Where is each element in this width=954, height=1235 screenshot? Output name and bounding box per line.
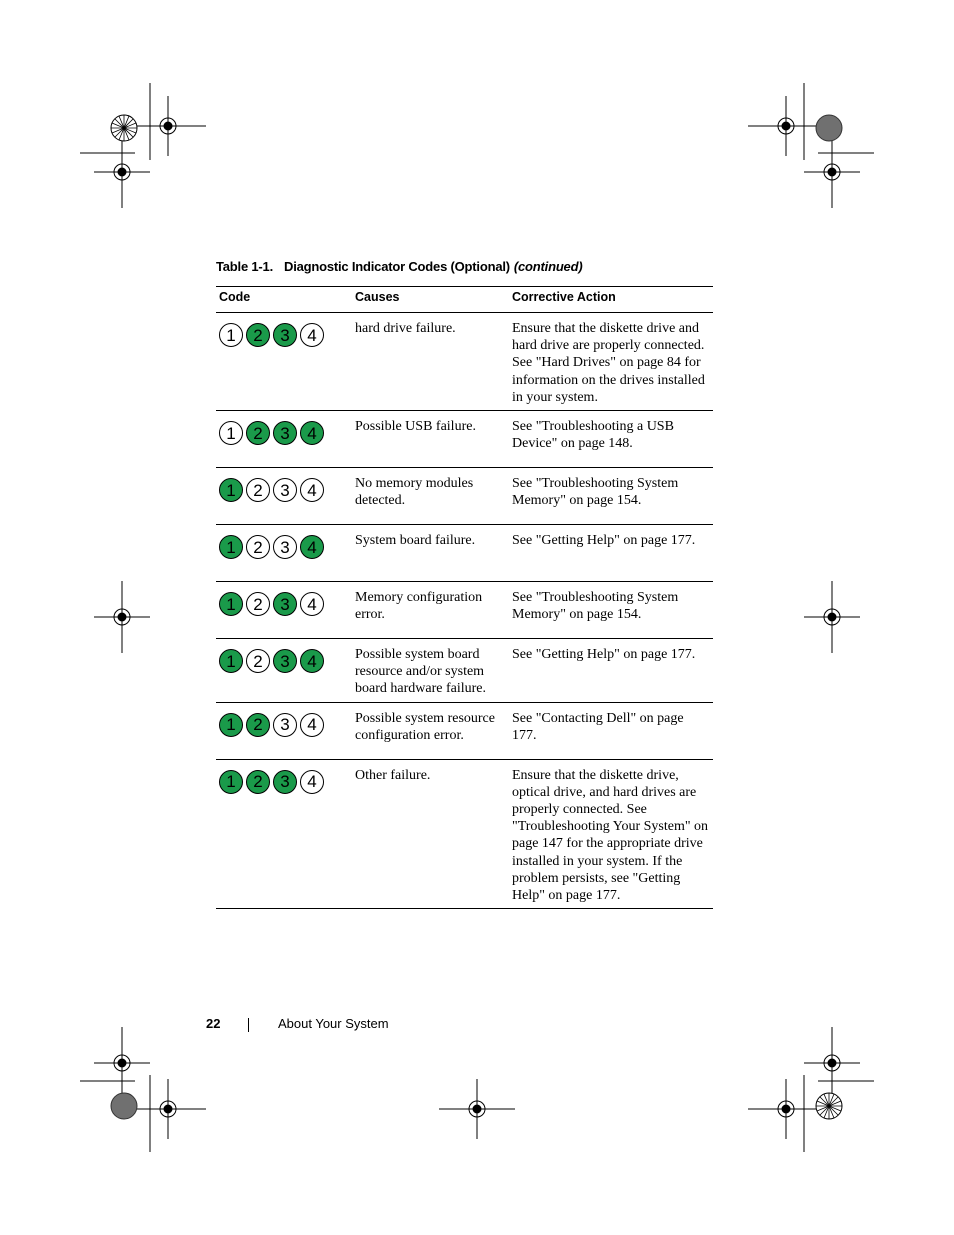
code-cell — [216, 468, 352, 525]
cause-cell: Other failure. — [352, 759, 509, 909]
table-row — [216, 639, 713, 703]
indicator-led-2-on: 2 — [246, 713, 270, 737]
table-title: Diagnostic Indicator Codes (Optional) — [284, 259, 510, 274]
indicator-led-1-on: 1 — [219, 770, 243, 794]
indicator-led-1-on: 1 — [219, 535, 243, 559]
table-row — [216, 525, 713, 582]
indicator-led-3-on: 3 — [273, 592, 297, 616]
indicator-code — [219, 646, 349, 673]
section-title: About Your System — [278, 1016, 389, 1031]
table-caption — [216, 259, 582, 274]
indicator-code — [219, 767, 349, 794]
code-cell — [216, 411, 352, 468]
indicator-led-2-on: 2 — [246, 770, 270, 794]
indicator-led-3-on: 3 — [273, 770, 297, 794]
indicator-code — [219, 532, 349, 559]
column-header-causes: Causes — [352, 287, 509, 313]
indicator-led-2-on: 2 — [246, 421, 270, 445]
indicator-code — [219, 475, 349, 502]
code-cell — [216, 525, 352, 582]
indicator-led-2-on: 2 — [246, 323, 270, 347]
indicator-led-2-off: 2 — [246, 649, 270, 673]
corrective-action-cell: See "Troubleshooting System Memory" on page 154. — [509, 468, 713, 525]
indicator-led-4-off: 4 — [300, 323, 324, 347]
indicator-led-1-on: 1 — [219, 592, 243, 616]
code-cell — [216, 702, 352, 759]
indicator-led-3-on: 3 — [273, 649, 297, 673]
indicator-led-4-on: 4 — [300, 535, 324, 559]
indicator-code — [219, 589, 349, 616]
code-cell — [216, 582, 352, 639]
page-number: 22 — [206, 1016, 221, 1031]
indicator-led-1-on: 1 — [219, 713, 243, 737]
table-continued: (continued) — [513, 259, 583, 274]
table-row — [216, 411, 713, 468]
indicator-led-1-on: 1 — [219, 649, 243, 673]
corrective-action-cell: See "Contacting Dell" on page 177. — [509, 702, 713, 759]
corrective-action-cell: See "Getting Help" on page 177. — [509, 639, 713, 703]
indicator-led-4-off: 4 — [300, 478, 324, 502]
indicator-led-4-off: 4 — [300, 770, 324, 794]
indicator-led-4-on: 4 — [300, 421, 324, 445]
indicator-led-1-off: 1 — [219, 323, 243, 347]
corrective-action-cell: Ensure that the diskette drive and hard drive are properly connected. See "Hard Drives" on page 84 for information on the drives installed in your system. — [509, 313, 713, 411]
cause-cell: hard drive failure. — [352, 313, 509, 411]
indicator-led-3-off: 3 — [273, 478, 297, 502]
indicator-led-4-off: 4 — [300, 713, 324, 737]
indicator-led-3-off: 3 — [273, 713, 297, 737]
code-cell — [216, 759, 352, 909]
indicator-led-2-off: 2 — [246, 478, 270, 502]
indicator-code — [219, 710, 349, 737]
corrective-action-cell: Ensure that the diskette drive, optical drive, and hard drives are properly connected. See "Troubleshooting Your System" on page 147 for the appropriate drive installed in your system. If the problem persists, see "Getting Help" on page 177. — [509, 759, 713, 909]
indicator-led-1-off: 1 — [219, 421, 243, 445]
corrective-action-cell: See "Troubleshooting System Memory" on page 154. — [509, 582, 713, 639]
indicator-led-2-off: 2 — [246, 592, 270, 616]
cause-cell: Possible USB failure. — [352, 411, 509, 468]
indicator-led-3-off: 3 — [273, 535, 297, 559]
indicator-code — [219, 320, 349, 347]
column-header-code: Code — [216, 287, 352, 313]
cause-cell: Possible system board resource and/or system board hardware failure. — [352, 639, 509, 703]
indicator-led-1-on: 1 — [219, 478, 243, 502]
column-header-corrective-action: Corrective Action — [509, 287, 713, 313]
cause-cell: No memory modules detected. — [352, 468, 509, 525]
corrective-action-cell: See "Getting Help" on page 177. — [509, 525, 713, 582]
indicator-led-3-on: 3 — [273, 421, 297, 445]
footer-separator — [248, 1018, 249, 1032]
code-cell — [216, 313, 352, 411]
cause-cell: Memory configuration error. — [352, 582, 509, 639]
cause-cell: Possible system resource configuration error. — [352, 702, 509, 759]
table-row — [216, 759, 713, 909]
indicator-code — [219, 418, 349, 445]
table-row — [216, 313, 713, 411]
table-number: Table 1-1. — [216, 259, 274, 274]
table-row — [216, 468, 713, 525]
table-header-row — [216, 287, 713, 313]
cause-cell: System board failure. — [352, 525, 509, 582]
indicator-led-4-on: 4 — [300, 649, 324, 673]
table-row — [216, 702, 713, 759]
indicator-led-2-off: 2 — [246, 535, 270, 559]
table-row — [216, 582, 713, 639]
indicator-led-3-on: 3 — [273, 323, 297, 347]
corrective-action-cell: See "Troubleshooting a USB Device" on page 148. — [509, 411, 713, 468]
diagnostic-codes-table — [216, 286, 713, 909]
code-cell — [216, 639, 352, 703]
indicator-led-4-off: 4 — [300, 592, 324, 616]
